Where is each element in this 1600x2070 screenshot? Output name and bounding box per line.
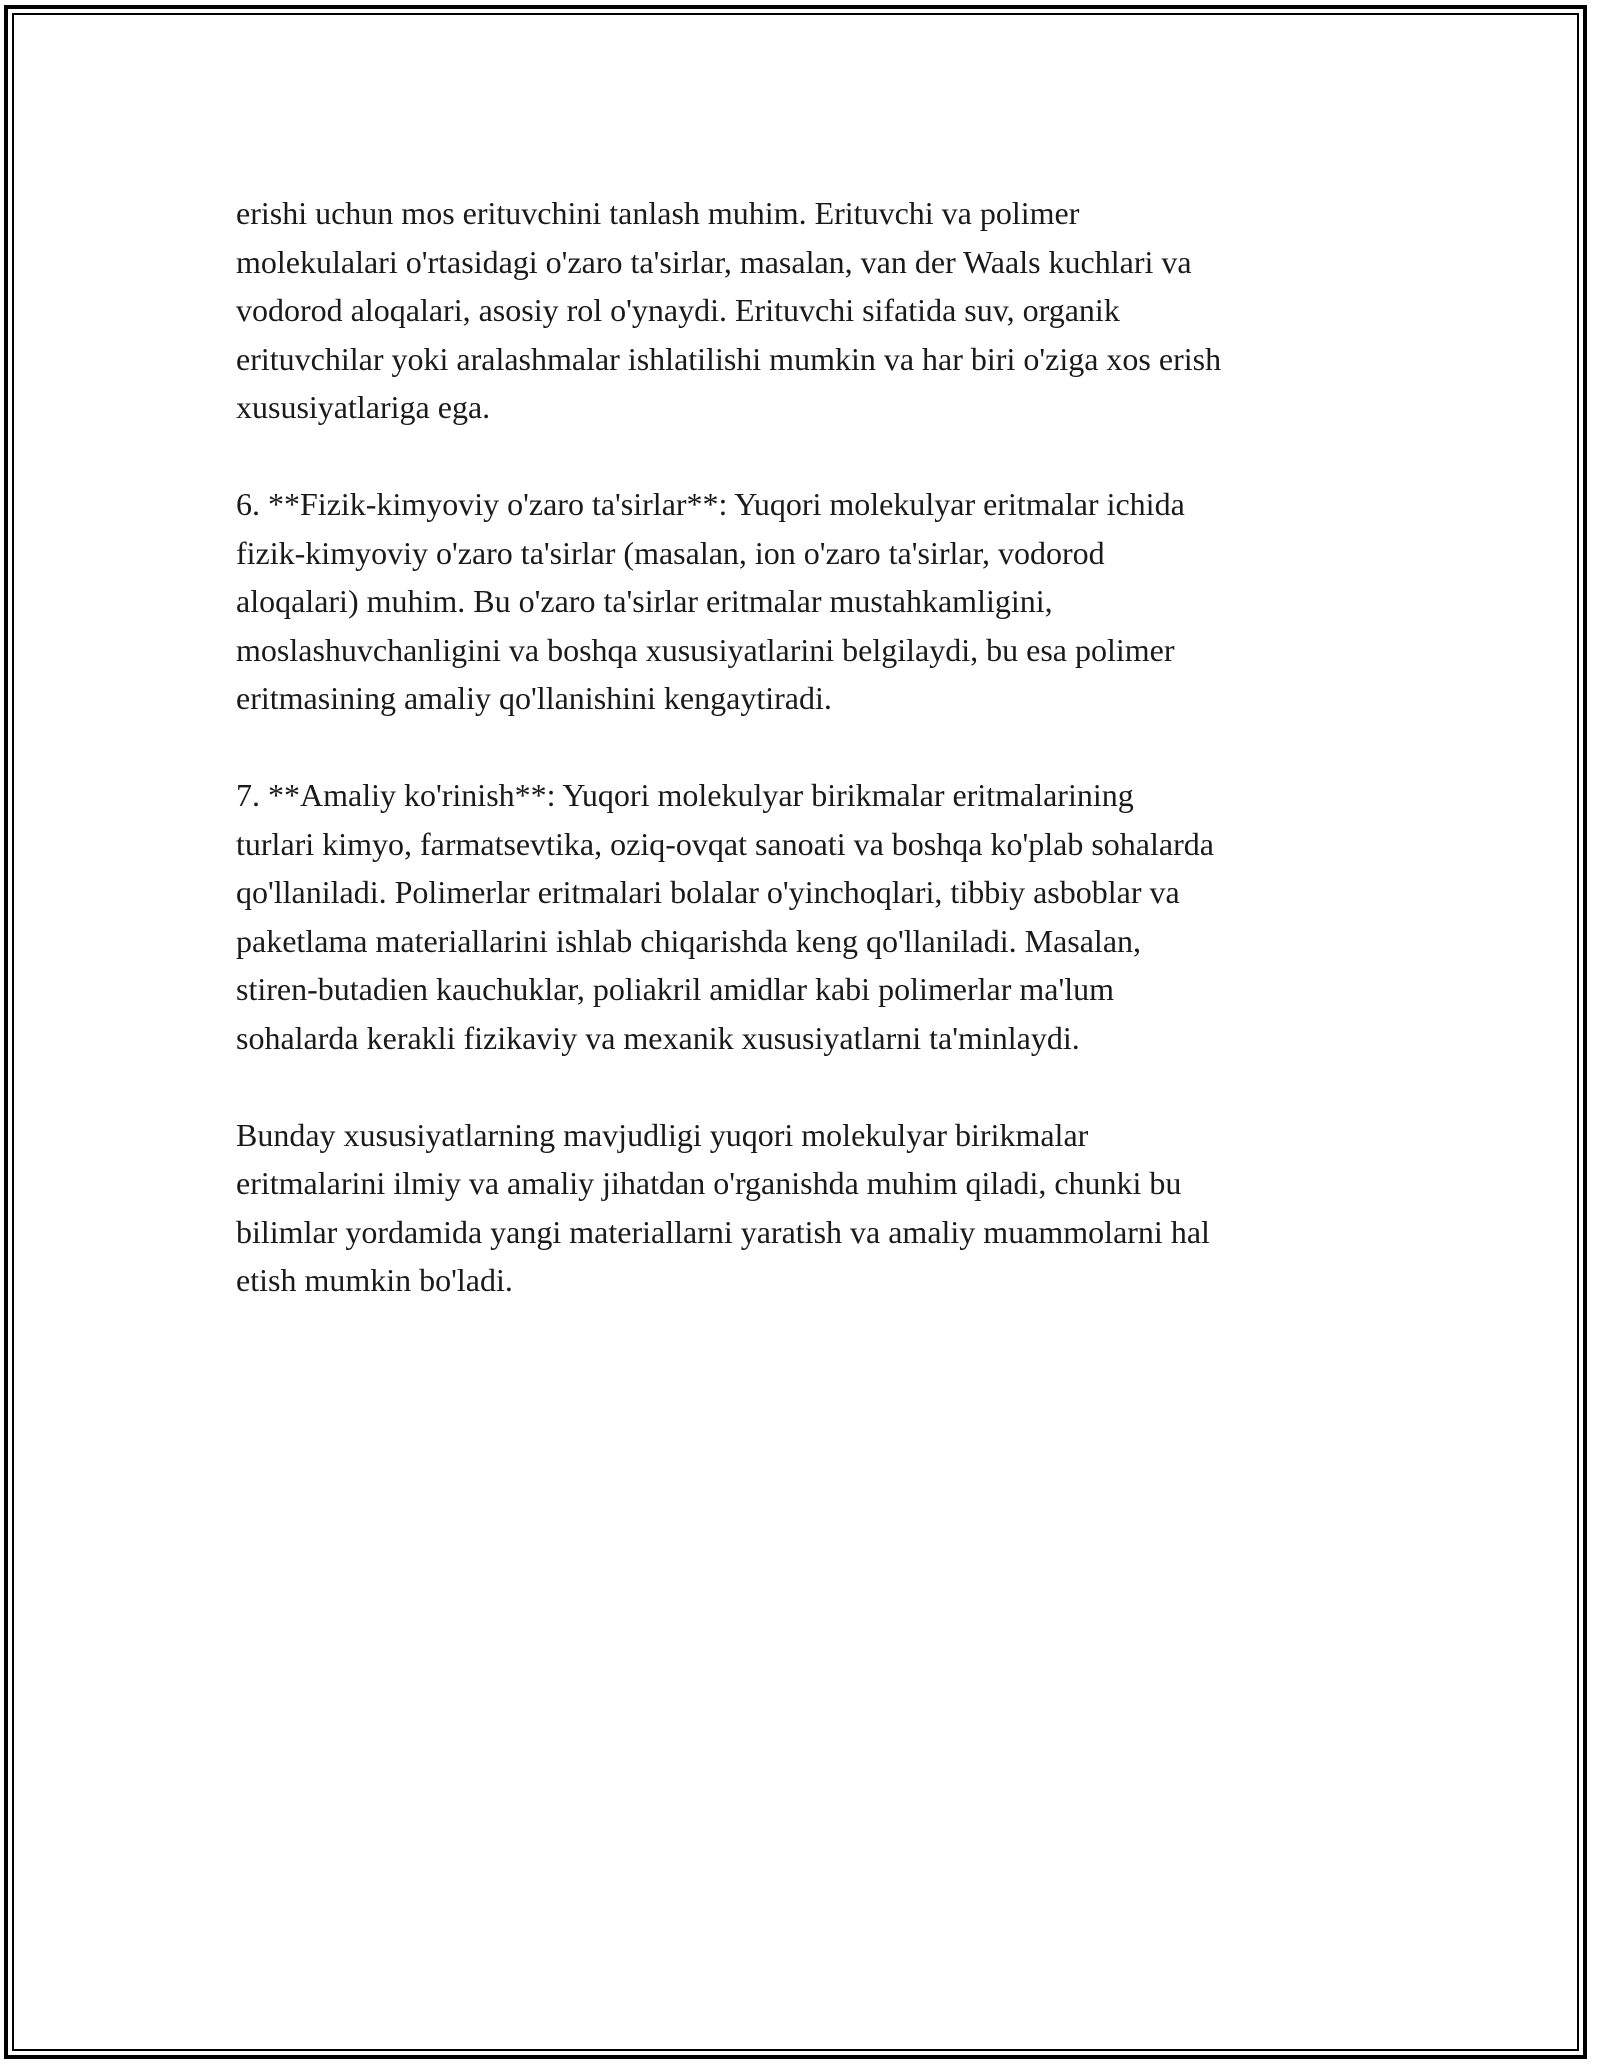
paragraph-conclusion: Bunday xususiyatlarning mavjudligi yuqori molekulyar birikmalar eritmalarini ilmiy va amaliy jihatdan o'rganishda muhim qiladi, chunki bu bilimlar yordamida yangi materiallarni yaratish va amaliy muammolarni hal etish mumkin bo'ladi.	[236, 1116, 1210, 1298]
document-body	[236, 189, 1376, 1305]
paragraph-solvent-selection: erishi uchun mos erituvchini tanlash muhim. Erituvchi va polimer molekulalari o'rtasidagi o'zaro ta'sirlar, masalan, van der Waals kuchlari va vodorod aloqalari, asosiy rol o'ynaydi. Erituvchi sifatida suv, organik erituvchilar yoki aralashmalar ishlatilishi mumkin va har biri o'ziga xos erish xususiyatlariga ega.	[236, 195, 1222, 425]
paragraph-physicochemical-interactions: 6. **Fizik-kimyoviy o'zaro ta'sirlar**: Yuqori molekulyar eritmalar ichida fizik-kimyoviy o'zaro ta'sirlar (masalan, ion o'zaro ta'sirlar, vodorod aloqalari) muhim. Bu o'zaro ta'sirlar eritmalar mustahkamligini, moslashuvchanligini va boshqa xususiyatlarini belgilaydi, bu esa polimer eritmasining amaliy qo'llanishini kengaytiradi.	[236, 486, 1185, 716]
paragraph-practical-view: 7. **Amaliy ko'rinish**: Yuqori molekulyar birikmalar eritmalarining turlari kimyo, farmatsevtika, oziq-ovqat sanoati va boshqa ko'plab sohalarda qo'llaniladi. Polimerlar eritmalari bolalar o'yinchoqlari, tibbiy asboblar va paketlama materiallarini ishlab chiqarishda keng qo'llaniladi. Masalan, stiren-butadien kauchuklar, poliakril amidlar kabi polimerlar ma'lum sohalarda kerakli fizikaviy va mexanik xususiyatlarni ta'minlaydi.	[236, 777, 1214, 1056]
